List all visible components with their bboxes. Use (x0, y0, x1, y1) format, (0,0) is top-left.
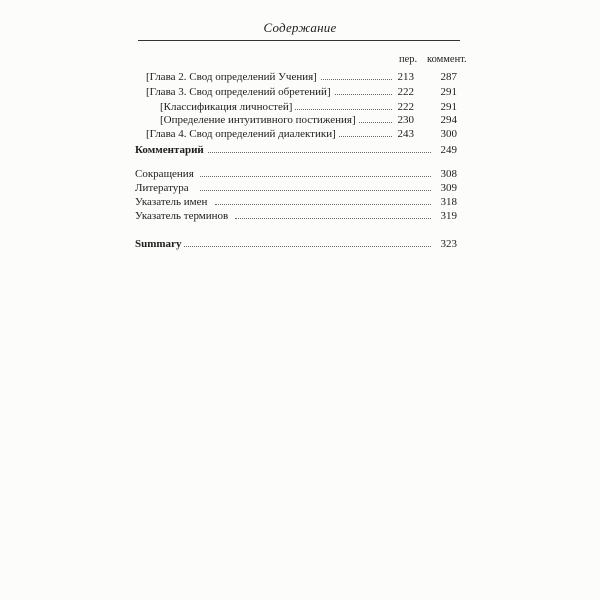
toc-entry-summary (0, 237, 600, 253)
toc-entry-page: 308 (438, 167, 458, 181)
toc-entry-page-comm: 291 (438, 85, 458, 99)
dot-leader (235, 218, 431, 219)
toc-entry-label: [Определение интуитивного постижения] (160, 113, 359, 127)
toc-entry-label: Указатель имен (135, 195, 210, 209)
column-header-comm: коммент. (427, 54, 467, 65)
toc-entry-page-per: 230 (395, 113, 415, 127)
page-header: Содержание (263, 20, 337, 35)
toc-entry-page: 309 (438, 181, 458, 195)
column-header-per: пер. (399, 54, 418, 65)
toc-entry-page: 318 (438, 195, 458, 209)
dot-leader (280, 109, 392, 110)
toc-entry-label: [Глава 4. Свод определений диалектики] (146, 127, 339, 141)
toc-entry-page-comm: 300 (438, 127, 458, 141)
toc-entry-label: [Классификация личностей] (160, 100, 295, 114)
toc-entry-page: 323 (438, 237, 458, 251)
toc-entry-label: Литература (135, 181, 192, 195)
toc-entry-page-comm: 294 (438, 113, 458, 127)
dot-leader (205, 152, 431, 153)
toc-entry-page-comm: 287 (438, 70, 458, 84)
toc-entry-label: [Глава 2. Свод определений Учения] (146, 70, 320, 84)
toc-entry-page-per: 222 (395, 85, 415, 99)
dot-leader (180, 246, 431, 247)
toc-entry-page-comm: 291 (438, 100, 458, 114)
dot-leader (200, 190, 431, 191)
header-rule (138, 40, 460, 41)
toc-entry-page: 319 (438, 209, 458, 223)
toc-entry-label: Summary (135, 237, 184, 251)
toc-entry-page-per: 222 (395, 100, 415, 114)
toc-entry-label: Комментарий (135, 143, 207, 157)
toc-entry-chapter-4 (0, 127, 600, 143)
toc-entry-chapter-3 (0, 85, 600, 101)
toc-entry-label: Указатель терминов (135, 209, 231, 223)
toc-entry-label: [Глава 3. Свод определений обретений] (146, 85, 334, 99)
toc-entry-page-per: 213 (395, 70, 415, 84)
toc-entry-index-terms (0, 209, 600, 225)
toc-entry-commentary (0, 143, 600, 159)
toc-entry-page-per: 243 (395, 127, 415, 141)
toc-entry-label: Сокращения (135, 167, 197, 181)
dot-leader (215, 204, 431, 205)
dot-leader (200, 176, 431, 177)
toc-entry-chapter-2 (0, 70, 600, 86)
toc-entry-page: 249 (438, 143, 458, 157)
